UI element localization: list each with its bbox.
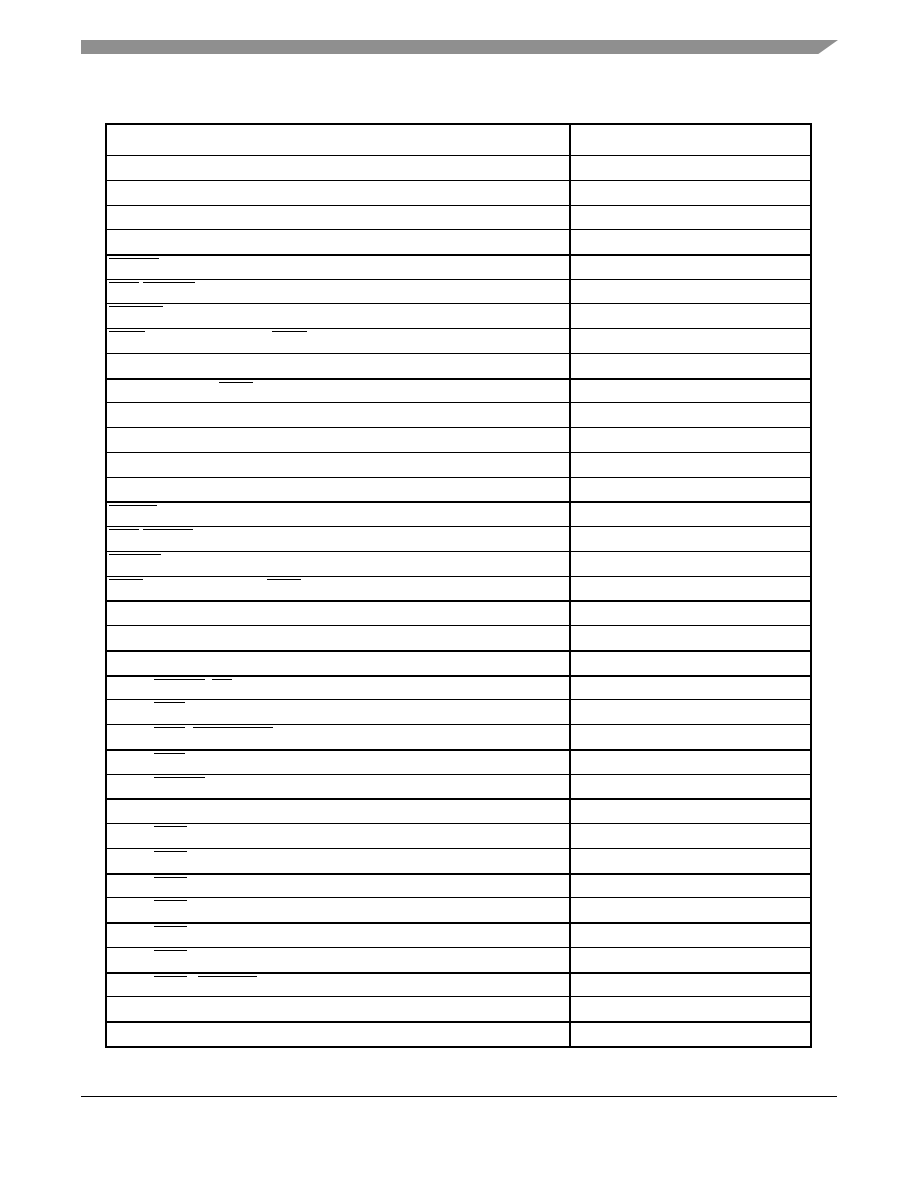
table-row <box>107 279 810 304</box>
description-cell <box>571 626 810 650</box>
signal-table <box>105 123 812 1048</box>
description-cell <box>571 751 810 774</box>
overline-mark <box>154 976 187 977</box>
table-row <box>107 452 810 477</box>
description-cell <box>571 503 810 526</box>
description-cell <box>571 206 810 230</box>
table-row <box>107 996 810 1021</box>
overline-mark <box>154 727 185 728</box>
description-cell <box>571 156 810 180</box>
description-cell <box>571 527 810 551</box>
table-row <box>107 625 810 650</box>
description-cell <box>571 997 810 1021</box>
signal-cell <box>107 898 571 922</box>
signal-cell <box>107 380 571 403</box>
signal-cell <box>107 602 571 625</box>
table-row <box>107 551 810 576</box>
overline-mark <box>109 306 163 307</box>
description-cell <box>571 453 810 477</box>
description-cell <box>571 354 810 378</box>
table-row <box>107 922 810 947</box>
signal-cell <box>107 329 571 353</box>
table-row <box>107 501 810 526</box>
table-row <box>107 600 810 625</box>
table-row <box>107 328 810 353</box>
overline-mark <box>212 679 232 680</box>
description-cell <box>571 824 810 848</box>
description-cell <box>571 428 810 452</box>
description-cell <box>571 700 810 724</box>
description-cell <box>571 948 810 972</box>
signal-cell <box>107 677 571 700</box>
description-cell <box>571 725 810 749</box>
overline-mark <box>154 900 187 901</box>
description-cell <box>571 230 810 254</box>
table-row <box>107 378 810 403</box>
signal-cell <box>107 256 571 279</box>
table-row <box>107 873 810 898</box>
description-cell <box>571 652 810 675</box>
signal-cell <box>107 700 571 724</box>
table-row <box>107 576 810 601</box>
table-row <box>107 947 810 972</box>
overline-mark <box>267 579 301 580</box>
description-cell <box>571 478 810 502</box>
signal-cell <box>107 997 571 1021</box>
overline-mark <box>198 976 257 977</box>
overline-mark <box>154 777 205 778</box>
description-cell <box>571 974 810 997</box>
description-cell <box>571 898 810 922</box>
overline-mark <box>154 950 187 951</box>
description-cell <box>571 577 810 601</box>
description-cell <box>571 924 810 947</box>
description-cell <box>571 280 810 304</box>
table-row <box>107 699 810 724</box>
table-row <box>107 897 810 922</box>
description-cell <box>571 800 810 823</box>
table-row <box>107 749 810 774</box>
table-row <box>107 254 810 279</box>
overline-mark <box>143 282 195 283</box>
table-row <box>107 229 810 254</box>
signal-cell <box>107 354 571 378</box>
overline-mark <box>109 331 145 332</box>
table-row <box>107 972 810 997</box>
signal-cell <box>107 751 571 774</box>
table-row <box>107 650 810 675</box>
table-header-row <box>107 125 810 155</box>
header-band <box>81 40 838 54</box>
signal-cell <box>107 304 571 328</box>
signal-cell <box>107 230 571 254</box>
table-row <box>107 180 810 205</box>
signal-cell <box>107 428 571 452</box>
description-cell <box>571 677 810 700</box>
signal-cell <box>107 206 571 230</box>
table-row <box>107 774 810 799</box>
overline-mark <box>109 258 159 259</box>
signal-cell <box>107 503 571 526</box>
overline-mark <box>109 554 161 555</box>
signal-cell <box>107 626 571 650</box>
signal-cell <box>107 849 571 873</box>
table-row <box>107 427 810 452</box>
table-row <box>107 823 810 848</box>
description-cell <box>571 602 810 625</box>
table-row <box>107 1021 810 1046</box>
overline-mark <box>143 529 193 530</box>
description-cell <box>571 875 810 898</box>
signal-cell <box>107 875 571 898</box>
overline-mark <box>154 926 187 927</box>
description-cell <box>571 1023 810 1046</box>
footer-rule <box>81 1096 837 1097</box>
description-cell <box>571 329 810 353</box>
table-row <box>107 848 810 873</box>
overline-mark <box>154 877 187 878</box>
overline-mark <box>154 753 185 754</box>
signal-cell <box>107 478 571 502</box>
overline-mark <box>154 851 187 852</box>
table-row <box>107 477 810 502</box>
signal-cell <box>107 800 571 823</box>
signal-cell <box>107 156 571 180</box>
signal-cell <box>107 577 571 601</box>
description-cell <box>571 403 810 427</box>
signal-cell <box>107 527 571 551</box>
overline-mark <box>154 702 185 703</box>
signal-cell <box>107 725 571 749</box>
table-row <box>107 402 810 427</box>
description-cell <box>571 552 810 576</box>
description-cell <box>571 304 810 328</box>
signal-cell <box>107 552 571 576</box>
table-row <box>107 303 810 328</box>
table-row <box>107 353 810 378</box>
overline-mark <box>109 282 139 283</box>
description-cell <box>571 181 810 205</box>
signal-cell <box>107 924 571 947</box>
overline-mark <box>154 826 187 827</box>
overline-mark <box>193 727 273 728</box>
signal-cell <box>107 974 571 997</box>
overline-mark <box>219 382 253 383</box>
table-row <box>107 526 810 551</box>
description-cell <box>571 256 810 279</box>
table-row <box>107 798 810 823</box>
header-cell-description <box>571 125 810 155</box>
overline-mark <box>154 679 205 680</box>
table-row <box>107 724 810 749</box>
description-cell <box>571 775 810 799</box>
header-cell-signal <box>107 125 571 155</box>
signal-cell <box>107 453 571 477</box>
signal-cell <box>107 403 571 427</box>
description-cell <box>571 849 810 873</box>
signal-cell <box>107 824 571 848</box>
description-cell <box>571 380 810 403</box>
table-row <box>107 205 810 230</box>
signal-cell <box>107 652 571 675</box>
overline-mark <box>109 529 139 530</box>
table-row <box>107 675 810 700</box>
overline-mark <box>109 579 143 580</box>
signal-cell <box>107 181 571 205</box>
table-row <box>107 155 810 180</box>
overline-mark <box>272 331 307 332</box>
signal-cell <box>107 280 571 304</box>
signal-cell <box>107 1023 571 1046</box>
overline-mark <box>109 505 157 506</box>
signal-cell <box>107 775 571 799</box>
signal-cell <box>107 948 571 972</box>
